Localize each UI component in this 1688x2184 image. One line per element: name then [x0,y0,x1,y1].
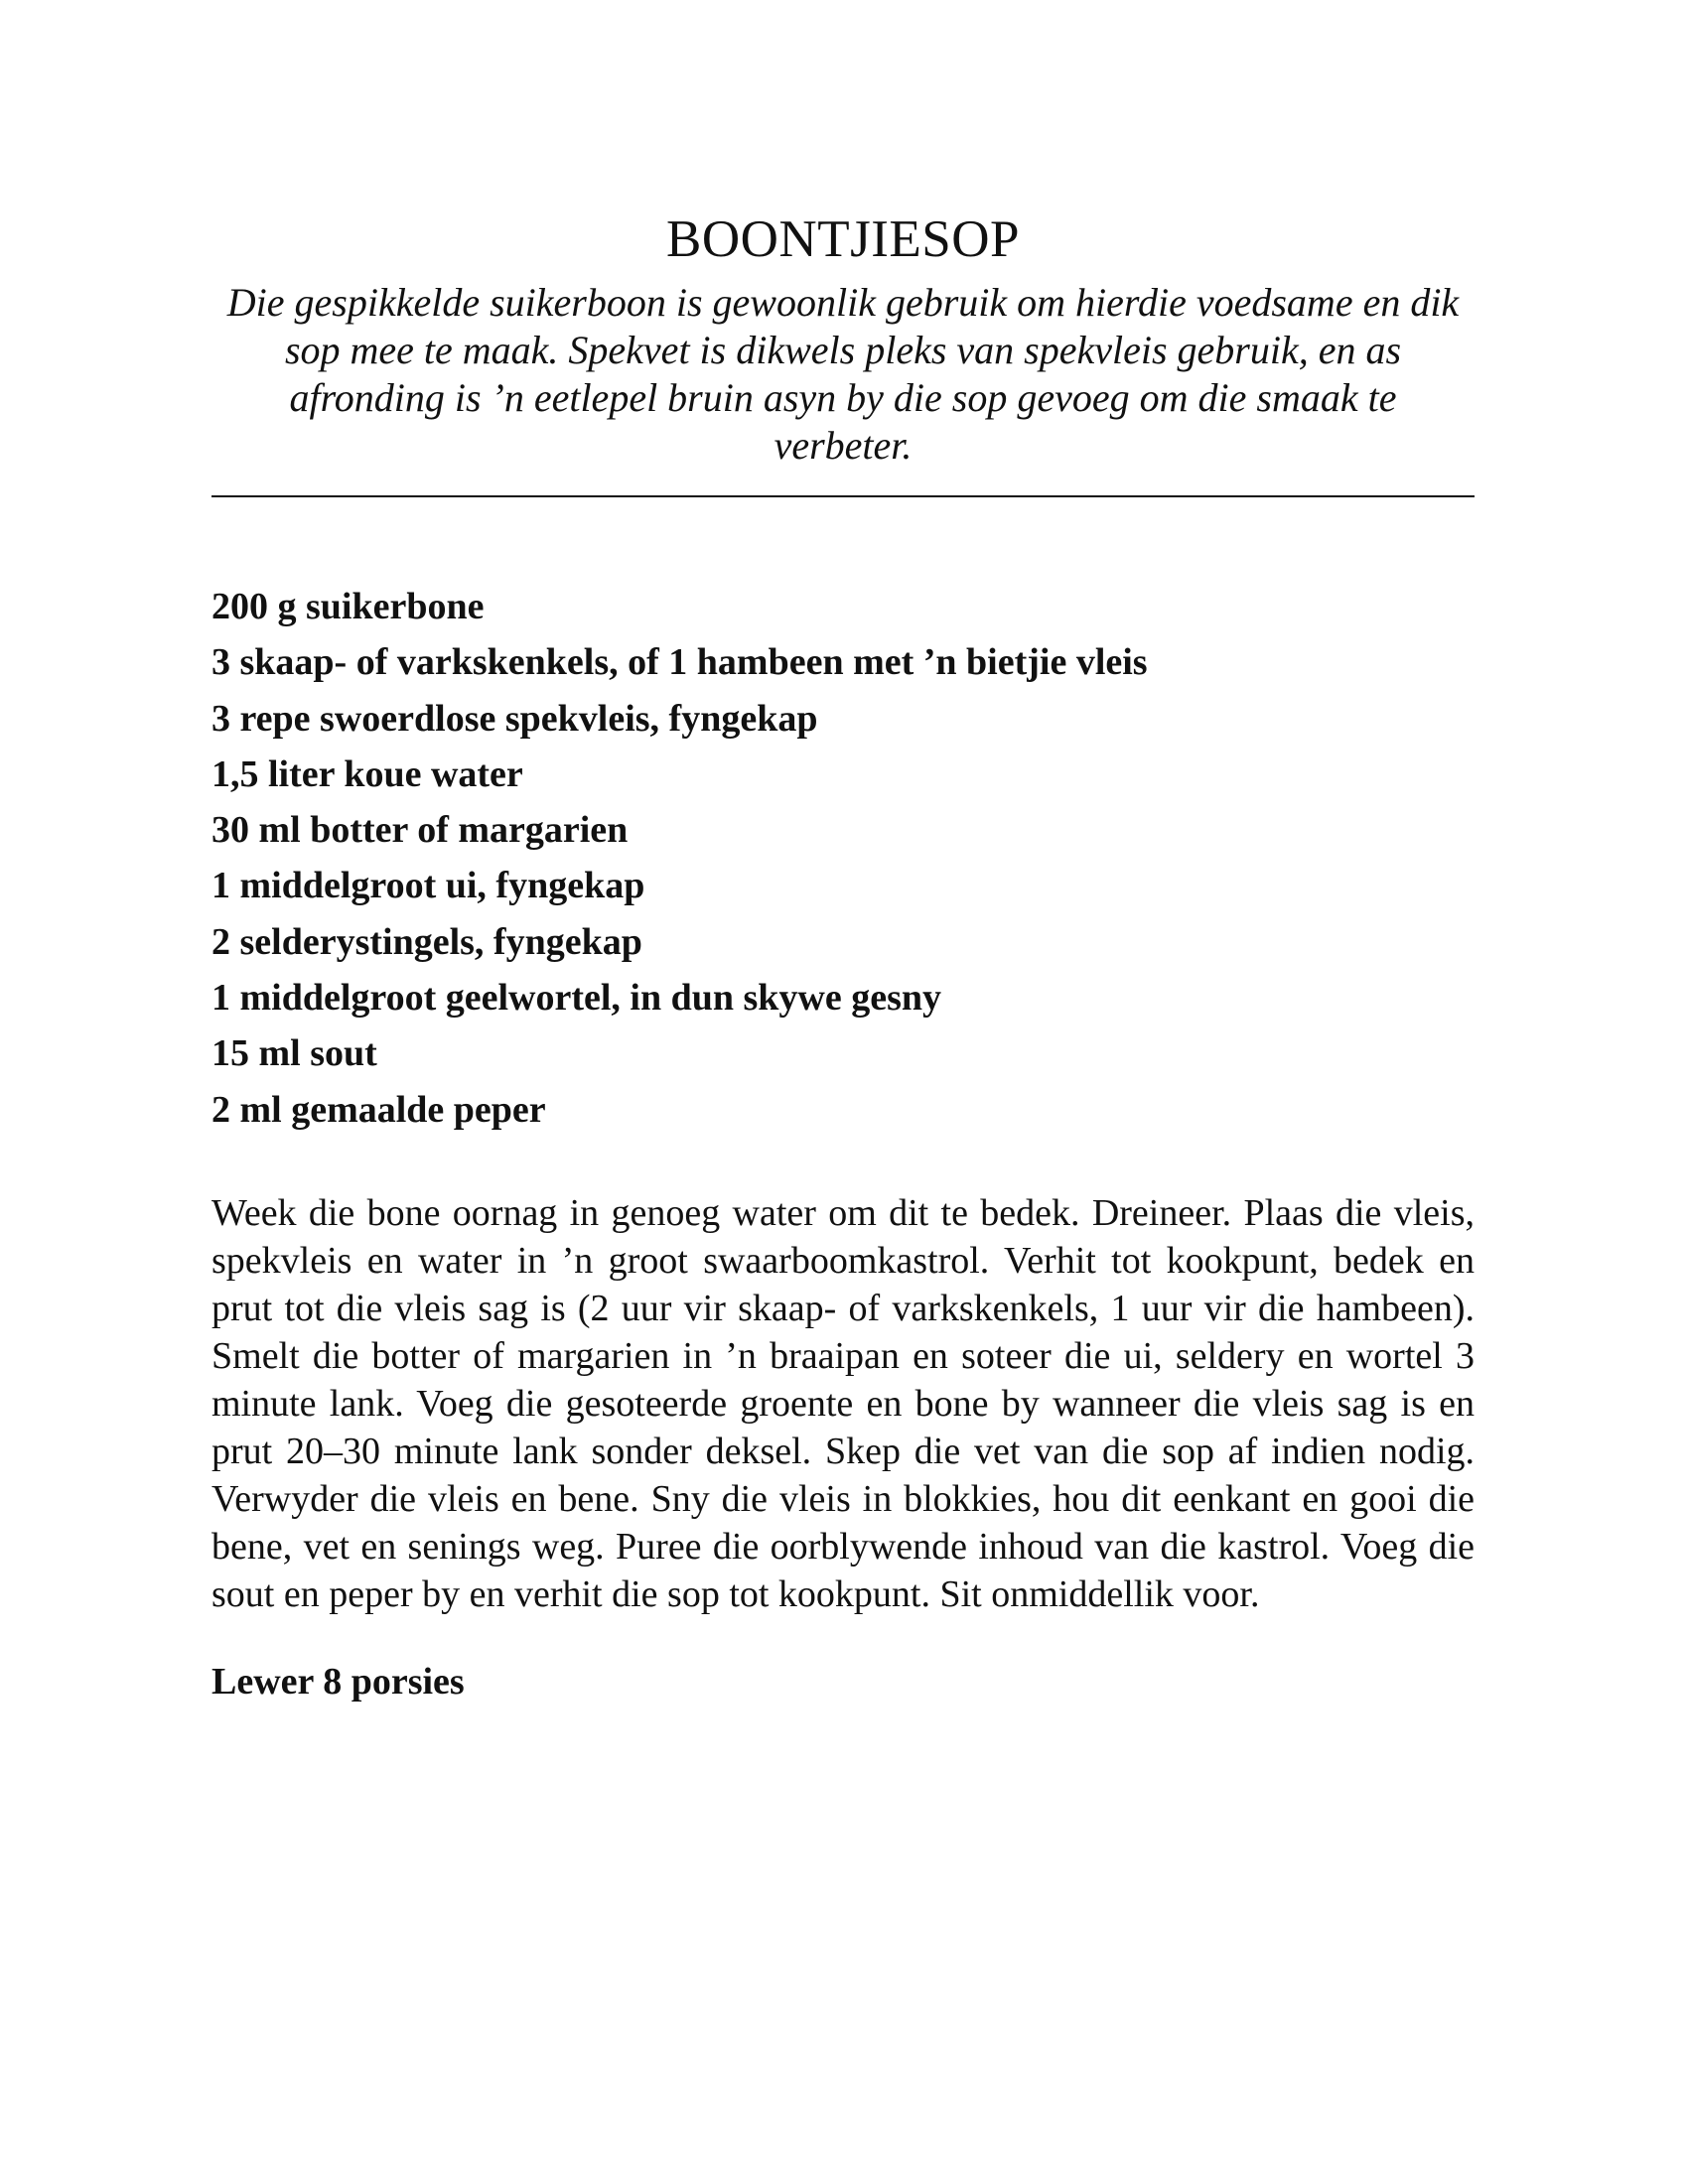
recipe-intro: Die gespikkelde suikerboon is gewoonlik gebruik om hierdie voedsame en dik sop mee te maak. Spekvet is dikwels pleks van spekvleis gebruik, en as afronding is ’n eetlepel bruin asyn by die sop gevoeg om die smaak te verbeter. [226,280,1460,468]
ingredient-list [211,579,1475,1138]
ingredient-item: 30 ml botter of margarien [211,809,629,852]
ingredient-item: 1 middelgroot ui, fyngekap [211,865,645,907]
ingredient-item: 2 selderystingels, fyngekap [211,920,642,963]
ingredient-item: 1 middelgroot geelwortel, in dun skywe gesny [211,977,942,1020]
ingredient-item: 15 ml sout [211,1032,377,1075]
ingredient-item: 3 skaap- of varkskenkels, of 1 hambeen met ’n bietjie vleis [211,641,1148,684]
yield-text: Lewer 8 porsies [211,1660,465,1703]
divider-rule [211,495,1475,497]
ingredient-item: 1,5 liter koue water [211,752,523,795]
recipe-page [211,204,1475,1706]
ingredient-item: 3 repe swoerdlose spekvleis, fyngekap [211,697,818,740]
recipe-title: BOONTJIESOP [666,210,1020,268]
ingredient-item: 200 g suikerbone [211,586,485,627]
method-paragraph: Week die bone oornag in genoeg water om dit te bedek. Dreineer. Plaas die vleis, spekvleis en water in ’n groot swaarboomkastrol. Verhit tot kookpunt, bedek en prut tot die vleis sag is (2 uur vir skaap- of varkskenkels, 1 uur vir die hambeen). Smelt die botter of margarien in ’n braaipan en soteer die ui, seldery en wortel 3 minute lank. Voeg die gesoteerde groente en bone by wanneer die vleis sag is en prut 20–30 minute lank sonder deksel. Skep die vet van die sop af indien nodig. Verwyder die vleis en bene. Sny die vleis in blokkies, hou dit eenkant en gooi die bene, vet en senings weg. Puree die oorblywende inhoud van die kastrol. Voeg die sout en peper by en verhit die sop tot kookpunt. Sit onmiddellik voor. [211,1191,1475,1615]
ingredient-item: 2 ml gemaalde peper [211,1088,546,1131]
